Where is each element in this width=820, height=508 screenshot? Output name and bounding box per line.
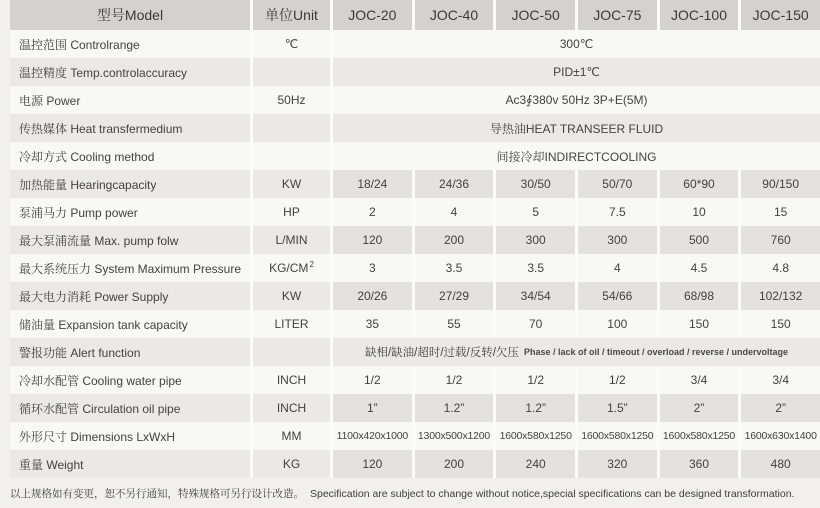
table-row-control-accuracy xyxy=(10,58,820,86)
row-unit: KG xyxy=(250,450,330,478)
header-joc-100: JOC-100 xyxy=(657,0,739,30)
cell: 320 xyxy=(575,450,657,478)
cell: 3.5 xyxy=(493,254,575,282)
cell: 2 xyxy=(330,198,412,226)
row-span-value: 导热油HEAT TRANSEER FLUID xyxy=(330,114,820,142)
row-unit: MM xyxy=(250,422,330,450)
table-header-row xyxy=(10,0,820,30)
row-label: 外形尺寸 Dimensions LxWxH xyxy=(10,422,250,450)
cell: 10 xyxy=(657,198,739,226)
row-label: 储油量 Expansion tank capacity xyxy=(10,310,250,338)
table-row-weight xyxy=(10,450,820,478)
row-label: 温控范围 Controlrange xyxy=(10,30,250,58)
row-unit: INCH xyxy=(250,366,330,394)
cell: 4.5 xyxy=(657,254,739,282)
row-unit: INCH xyxy=(250,394,330,422)
table-row-dimensions xyxy=(10,422,820,450)
row-label: 电源 Power xyxy=(10,86,250,114)
alert-text-cn: 缺相/缺油/超时/过载/反转/欠压 xyxy=(364,347,519,359)
cell: 200 xyxy=(412,450,494,478)
cell: 27/29 xyxy=(412,282,494,310)
row-unit: L/MIN xyxy=(250,226,330,254)
cell: 2” xyxy=(738,394,820,422)
cell: 150 xyxy=(657,310,739,338)
row-unit: 50Hz xyxy=(250,86,330,114)
row-label: 加热能量 Hearingcapacity xyxy=(10,170,250,198)
cell: 760 xyxy=(738,226,820,254)
header-joc-40: JOC-40 xyxy=(412,0,494,30)
cell: 68/98 xyxy=(657,282,739,310)
row-label: 最大系统压力 System Maximum Pressure xyxy=(10,254,250,282)
table-row-cooling-method xyxy=(10,142,820,170)
row-label: 温控精度 Temp.controlaccuracy xyxy=(10,58,250,86)
cell: 1/2 xyxy=(493,366,575,394)
cell: 20/26 xyxy=(330,282,412,310)
cell: 1/2 xyxy=(330,366,412,394)
cell: 300 xyxy=(575,226,657,254)
cell: 15 xyxy=(738,198,820,226)
cell: 30/50 xyxy=(493,170,575,198)
row-span-value: Ac3∮380v 50Hz 3P+E(5M) xyxy=(330,86,820,114)
cell: 4 xyxy=(575,254,657,282)
cell: 70 xyxy=(493,310,575,338)
cell: 480 xyxy=(738,450,820,478)
cell: 4.8 xyxy=(738,254,820,282)
row-label: 冷却方式 Cooling method xyxy=(10,142,250,170)
cell: 1” xyxy=(330,394,412,422)
table-row-max-system-pressure xyxy=(10,254,820,282)
row-label: 传热媒体 Heat transfermedium xyxy=(10,114,250,142)
cell: 102/132 xyxy=(738,282,820,310)
cell: 3 xyxy=(330,254,412,282)
table-row-circulation-oil-pipe xyxy=(10,394,820,422)
unit-superscript: 2 xyxy=(309,260,314,269)
row-label: 最大泵浦流量 Max. pump folw xyxy=(10,226,250,254)
cell: 1100x420x1000 xyxy=(330,422,412,450)
cell: 18/24 xyxy=(330,170,412,198)
row-span-value: 间接冷却INDIRECTCOOLING xyxy=(330,142,820,170)
spec-table xyxy=(10,0,820,478)
row-unit xyxy=(250,338,330,366)
cell: 7.5 xyxy=(575,198,657,226)
cell: 1.5” xyxy=(575,394,657,422)
table-row-pump-power xyxy=(10,198,820,226)
cell: 1.2” xyxy=(412,394,494,422)
row-unit: HP xyxy=(250,198,330,226)
cell: 3/4 xyxy=(657,366,739,394)
row-label: 警报功能 Alert function xyxy=(10,338,250,366)
table-row-control-range xyxy=(10,30,820,58)
cell: 1600x580x1250 xyxy=(657,422,739,450)
disclaimer-cn: 以上规格如有变更，恕不另行通知，特殊规格可另行设计改造。 xyxy=(10,488,304,500)
table-row-expansion-tank-capacity xyxy=(10,310,820,338)
row-unit: ℃ xyxy=(250,30,330,58)
table-row-max-pump-flow xyxy=(10,226,820,254)
row-unit xyxy=(250,142,330,170)
cell: 200 xyxy=(412,226,494,254)
cell: 240 xyxy=(493,450,575,478)
cell: 1600x580x1250 xyxy=(493,422,575,450)
cell: 2” xyxy=(657,394,739,422)
cell: 1/2 xyxy=(575,366,657,394)
row-label: 冷却水配管 Cooling water pipe xyxy=(10,366,250,394)
cell: 24/36 xyxy=(412,170,494,198)
row-unit xyxy=(250,114,330,142)
row-span-value: 300℃ xyxy=(330,30,820,58)
cell: 4 xyxy=(412,198,494,226)
table-row-power xyxy=(10,86,820,114)
row-unit: LITER xyxy=(250,310,330,338)
cell: 54/66 xyxy=(575,282,657,310)
cell: 500 xyxy=(657,226,739,254)
row-span-value xyxy=(330,338,820,366)
cell: 1.2” xyxy=(493,394,575,422)
table-row-cooling-water-pipe xyxy=(10,366,820,394)
row-unit xyxy=(250,58,330,86)
row-span-value: PID±1℃ xyxy=(330,58,820,86)
row-unit: KW xyxy=(250,170,330,198)
row-label: 循环水配管 Circulation oil pipe xyxy=(10,394,250,422)
cell: 3/4 xyxy=(738,366,820,394)
cell: 35 xyxy=(330,310,412,338)
disclaimer-note xyxy=(10,486,816,501)
header-model: 型号Model xyxy=(10,0,250,30)
table-row-max-power-consumption xyxy=(10,282,820,310)
cell: 150 xyxy=(738,310,820,338)
cell: 1/2 xyxy=(412,366,494,394)
cell: 1300x500x1200 xyxy=(412,422,494,450)
table-row-heat-transfer-medium xyxy=(10,114,820,142)
row-label: 重量 Weight xyxy=(10,450,250,478)
cell: 50/70 xyxy=(575,170,657,198)
cell: 360 xyxy=(657,450,739,478)
cell: 34/54 xyxy=(493,282,575,310)
cell: 90/150 xyxy=(738,170,820,198)
cell: 3.5 xyxy=(412,254,494,282)
header-unit: 单位Unit xyxy=(250,0,330,30)
cell: 1600x580x1250 xyxy=(575,422,657,450)
cell: 100 xyxy=(575,310,657,338)
row-label: 泵浦马力 Pump power xyxy=(10,198,250,226)
row-unit: KW xyxy=(250,282,330,310)
cell: 300 xyxy=(493,226,575,254)
cell: 1600x630x1400 xyxy=(738,422,820,450)
cell: 120 xyxy=(330,450,412,478)
unit-text: KG/CM xyxy=(269,261,309,275)
row-unit xyxy=(250,254,330,282)
header-joc-50: JOC-50 xyxy=(493,0,575,30)
disclaimer-en: Specification are subject to change without notice,special specifications can be designed transformation. xyxy=(310,488,795,500)
header-joc-150: JOC-150 xyxy=(738,0,820,30)
cell: 120 xyxy=(330,226,412,254)
cell: 55 xyxy=(412,310,494,338)
table-row-heating-capacity xyxy=(10,170,820,198)
table-row-alert-function xyxy=(10,338,820,366)
cell: 60*90 xyxy=(657,170,739,198)
row-label: 最大电力消耗 Power Supply xyxy=(10,282,250,310)
cell: 5 xyxy=(493,198,575,226)
header-joc-20: JOC-20 xyxy=(330,0,412,30)
alert-text-en: Phase / lack of oil / timeout / overload / reverse / undervoltage xyxy=(523,347,789,357)
header-joc-75: JOC-75 xyxy=(575,0,657,30)
